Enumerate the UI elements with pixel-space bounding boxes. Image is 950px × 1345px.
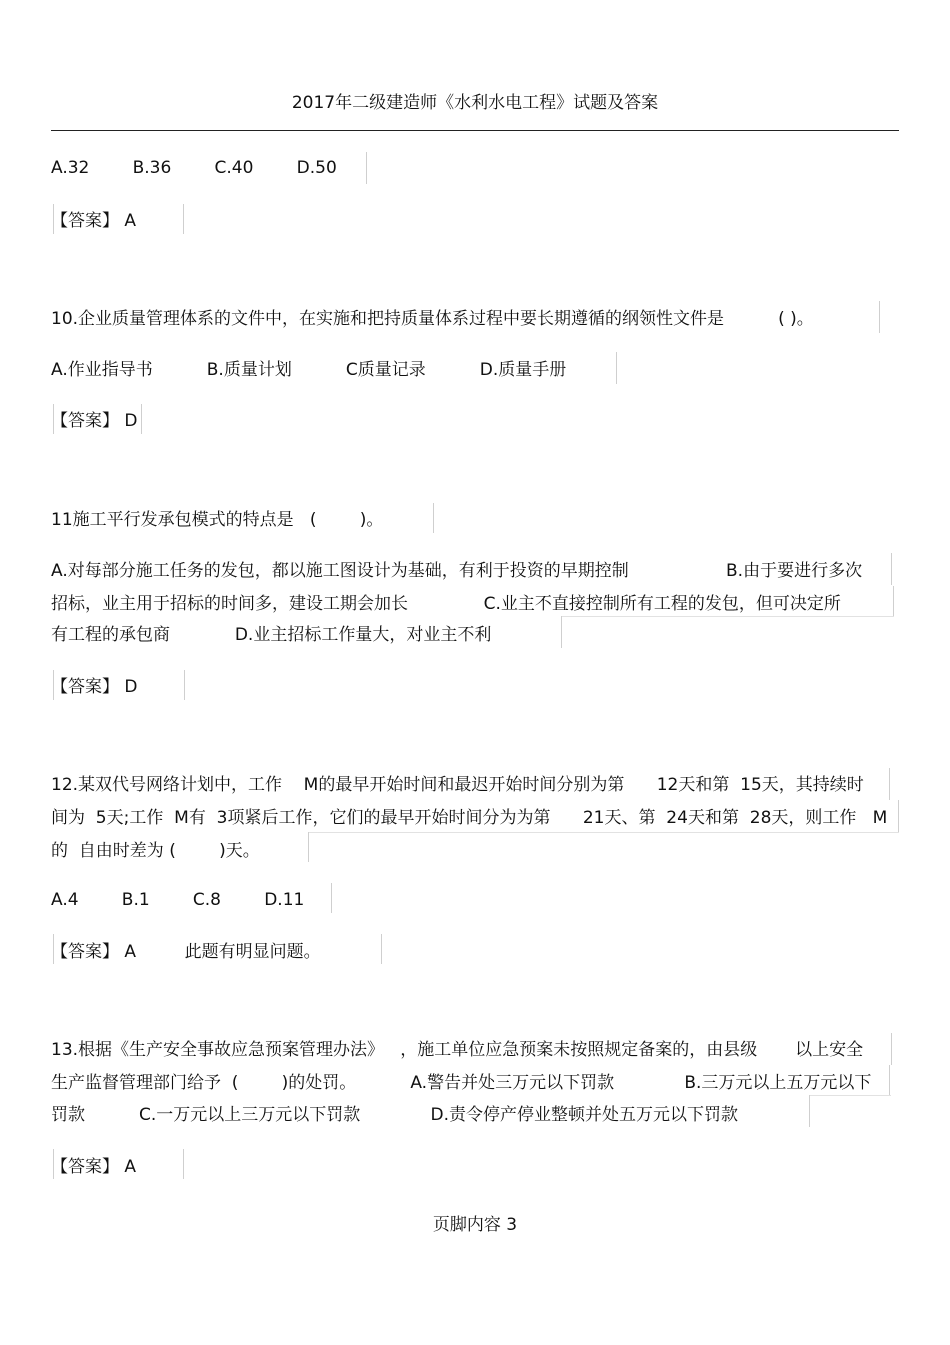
q13-question-box-edge-3 — [809, 1095, 810, 1127]
q9-options-box-edge — [366, 152, 367, 184]
q12-question-line-1: 12.某双代号网络计划中，工作 M的最早开始时间和最迟开始时间分别为第 12天和第 15天，其持续时 — [51, 775, 864, 795]
q12-question-line-2: 间为 5天;工作 M有 3项紧后工作，它们的最早开始时间分为为第 21天、第 24天和第 28天，则工作 M — [51, 808, 888, 828]
q13-question-line-2: 生产监督管理部门给予 ( )的处罚。 A.警告并处三万元以下罚款 B.三万元以上五万元以下 — [51, 1073, 872, 1093]
q10-question: 10.企业质量管理体系的文件中，在实施和把持质量体系过程中要长期遵循的纲领性文件是 ( )。 — [51, 309, 814, 329]
q10-question-box-edge — [879, 301, 880, 333]
q11-answer-box-right — [184, 670, 185, 700]
q12-question-box-edge-2 — [898, 800, 899, 832]
q10-options: A.作业指导书 B.质量计划 C质量记录 D.质量手册 — [51, 360, 567, 380]
q13-question-box-bottom — [809, 1095, 891, 1096]
q11-options-box-bottom — [561, 616, 894, 617]
q11-answer: 【答案】 D — [51, 677, 138, 697]
q12-question-line-3: 的 自由时差为 ( )天。 — [51, 841, 260, 861]
q13-question-line-1: 13.根据《生产安全事故应急预案管理办法》 ，施工单位应急预案未按照规定备案的，由县级 以上安全 — [51, 1040, 864, 1060]
q10-answer-box-right — [141, 404, 142, 434]
q13-answer-box-left — [53, 1149, 54, 1179]
q13-answer: 【答案】 A — [51, 1157, 137, 1177]
q11-options-box-edge-2 — [893, 586, 894, 616]
q12-answer: 【答案】 A 此题有明显问题。 — [51, 942, 321, 962]
page-footer: 页脚内容 3 — [432, 1215, 518, 1235]
q11-options-line-3: 有工程的承包商 D.业主招标工作量大，对业主不利 — [51, 625, 492, 645]
q11-question: 11施工平行发承包模式的特点是 ( )。 — [51, 510, 384, 530]
q11-options-line-2: 招标，业主用于招标的时间多，建设工期会加长 C.业主不直接控制所有工程的发包，但可决定所 — [51, 594, 841, 614]
q13-answer-box-right — [183, 1149, 184, 1179]
q11-question-box-edge — [433, 503, 434, 533]
q12-question-box-edge-3 — [308, 832, 309, 862]
q9-answer: 【答案】 A — [51, 211, 137, 231]
q13-question-line-3: 罚款 C.一万元以上三万元以下罚款 D.责令停产停业整顿并处五万元以下罚款 — [51, 1105, 739, 1125]
q13-question-box-edge-2 — [889, 1065, 890, 1095]
page-header-title: 2017年二级建造师《水利水电工程》试题及答案 — [291, 93, 659, 113]
q9-options: A.32 B.36 C.40 D.50 — [51, 158, 337, 178]
q12-question-box-edge-1 — [889, 768, 890, 800]
q12-answer-box-left — [53, 934, 54, 964]
q12-answer-box-right — [381, 934, 382, 964]
q10-answer: 【答案】 D — [51, 411, 138, 431]
q11-options-box-edge-1 — [891, 553, 892, 585]
header-divider — [51, 130, 899, 131]
q9-answer-box-left — [53, 204, 54, 234]
q12-options: A.4 B.1 C.8 D.11 — [51, 890, 305, 910]
q9-answer-box-right — [183, 204, 184, 234]
q11-options-box-edge-3 — [561, 616, 562, 648]
q11-options-line-1: A.对每部分施工任务的发包，都以施工图设计为基础，有利于投资的早期控制 B.由于要进行多次 — [51, 561, 863, 581]
q10-options-box-edge — [616, 352, 617, 384]
q13-question-box-edge-1 — [891, 1033, 892, 1065]
q12-options-box-edge — [331, 883, 332, 913]
q10-answer-box-left — [53, 404, 54, 434]
q11-answer-box-left — [53, 670, 54, 700]
q12-question-box-bottom — [308, 832, 899, 833]
